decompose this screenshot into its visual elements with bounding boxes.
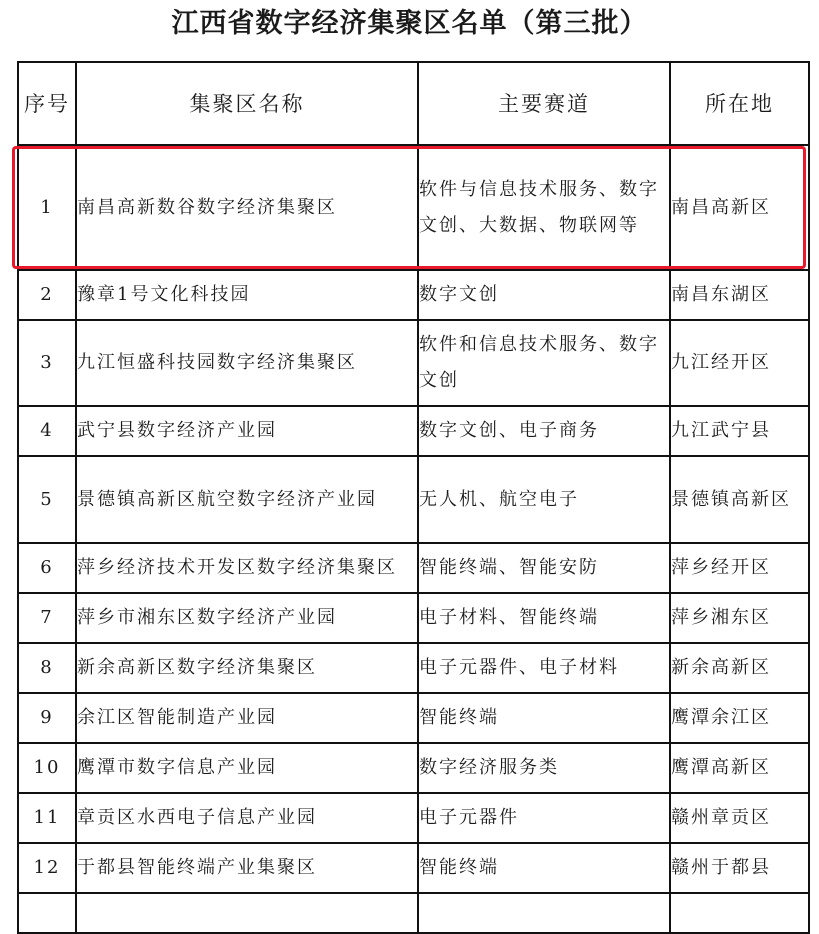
table-header-row	[18, 62, 809, 145]
table-row	[18, 843, 809, 893]
table-row	[18, 643, 809, 693]
row-name: 余江区智能制造产业园	[76, 693, 418, 743]
row-track: 电子材料、智能终端	[418, 593, 670, 643]
header-track: 主要赛道	[418, 62, 670, 145]
row-location: 南昌东湖区	[670, 270, 809, 320]
row-name: 新余高新区数字经济集聚区	[76, 643, 418, 693]
table-row	[18, 320, 809, 406]
table-row	[18, 406, 809, 456]
row-location: 九江武宁县	[670, 406, 809, 456]
row-location: 赣州章贡区	[670, 793, 809, 843]
row-location: 萍乡经开区	[670, 543, 809, 593]
row-name: 鹰潭市数字信息产业园	[76, 743, 418, 793]
row-track: 数字文创、电子商务	[418, 406, 670, 456]
row-location: 鹰潭高新区	[670, 743, 809, 793]
row-name: 南昌高新数谷数字经济集聚区	[76, 145, 418, 270]
row-track: 数字文创	[418, 270, 670, 320]
row-location-empty	[670, 893, 809, 933]
row-location: 鹰潭余江区	[670, 693, 809, 743]
row-name: 萍乡市湘东区数字经济产业园	[76, 593, 418, 643]
row-index: 2	[18, 270, 76, 320]
table-row	[18, 743, 809, 793]
table-row	[18, 793, 809, 843]
row-index: 7	[18, 593, 76, 643]
row-index: 6	[18, 543, 76, 593]
row-name: 武宁县数字经济产业园	[76, 406, 418, 456]
row-location: 赣州于都县	[670, 843, 809, 893]
header-index: 序号	[18, 62, 76, 145]
row-track: 电子元器件	[418, 793, 670, 843]
table-row	[18, 593, 809, 643]
header-name: 集聚区名称	[76, 62, 418, 145]
row-track: 智能终端、智能安防	[418, 543, 670, 593]
row-location: 新余高新区	[670, 643, 809, 693]
row-location: 南昌高新区	[670, 145, 809, 270]
row-index: 5	[18, 456, 76, 543]
page-title: 江西省数字经济集聚区名单（第三批）	[171, 8, 648, 39]
row-track: 智能终端	[418, 843, 670, 893]
cluster-list-table	[17, 61, 810, 934]
row-name: 章贡区水西电子信息产业园	[76, 793, 418, 843]
row-index: 1	[18, 145, 76, 270]
row-location: 九江经开区	[670, 320, 809, 406]
row-index: 12	[18, 843, 76, 893]
row-track: 电子元器件、电子材料	[418, 643, 670, 693]
table-row	[18, 543, 809, 593]
table-row	[18, 145, 809, 270]
row-track: 软件和信息技术服务、数字文创	[418, 320, 670, 406]
row-index: 9	[18, 693, 76, 743]
row-index: 8	[18, 643, 76, 693]
row-name-empty	[76, 893, 418, 933]
row-location: 景德镇高新区	[670, 456, 809, 543]
table-row-partial	[18, 893, 809, 933]
row-index-empty	[18, 893, 76, 933]
row-index: 11	[18, 793, 76, 843]
table-row	[18, 456, 809, 543]
row-name: 景德镇高新区航空数字经济产业园	[76, 456, 418, 543]
row-track: 智能终端	[418, 693, 670, 743]
row-track: 软件与信息技术服务、数字文创、大数据、物联网等	[418, 145, 670, 270]
row-name: 萍乡经济技术开发区数字经济集聚区	[76, 543, 418, 593]
header-location: 所在地	[670, 62, 809, 145]
row-track-empty	[418, 893, 670, 933]
table-row	[18, 693, 809, 743]
row-index: 3	[18, 320, 76, 406]
row-index: 10	[18, 743, 76, 793]
row-name: 豫章1号文化科技园	[76, 270, 418, 320]
row-name: 于都县智能终端产业集聚区	[76, 843, 418, 893]
table-row	[18, 270, 809, 320]
row-track: 数字经济服务类	[418, 743, 670, 793]
row-location: 萍乡湘东区	[670, 593, 809, 643]
row-name: 九江恒盛科技园数字经济集聚区	[76, 320, 418, 406]
row-index: 4	[18, 406, 76, 456]
row-track: 无人机、航空电子	[418, 456, 670, 543]
